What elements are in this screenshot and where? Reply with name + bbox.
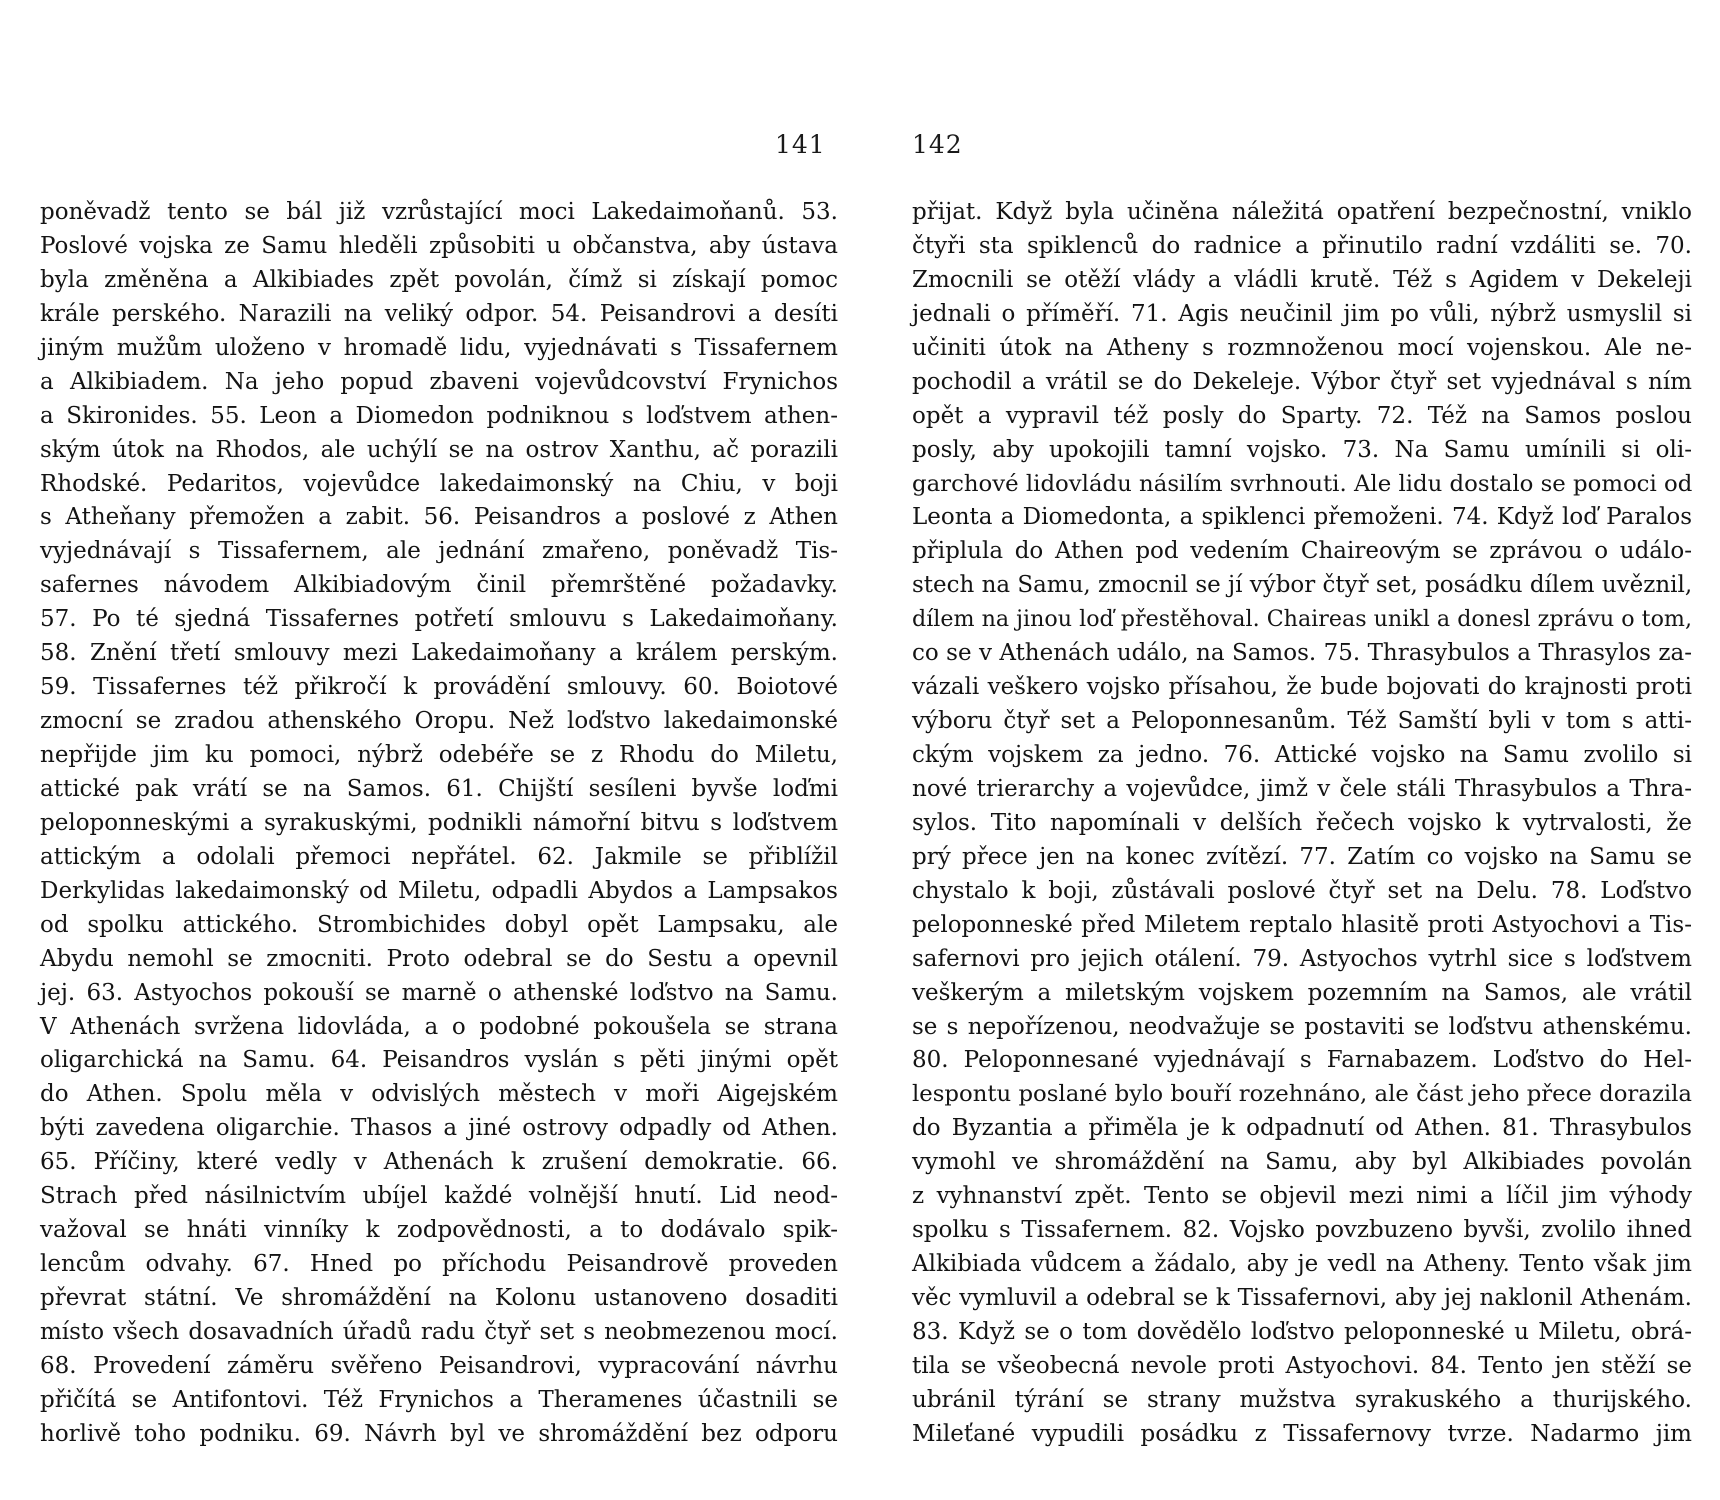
- right-page-text-line: věc vymluvil a odebral se k Tissafernovi, aby jej naklonil Athenám.: [912, 1285, 1692, 1311]
- left-page-text-line: od spolku attického. Strombichides dobyl opět Lampsaku, ale: [40, 911, 838, 938]
- left-page-text-line: byla změněna a Alkibiades zpět povolán, čímž si získají pomoc: [40, 266, 838, 293]
- right-page-text-line: pochodil a vrátil se do Dekeleje. Výbor čtyř set vyjednával s ním: [912, 368, 1692, 395]
- right-page-text-line: sylos. Tito napomínali v delších řečech vojsko k vytrvalosti, že: [912, 809, 1692, 836]
- right-page-text-line: Milеťané vypudili posádku z Tissafernovy tvrze. Nadarmo jim: [912, 1420, 1692, 1447]
- right-page-text-line: přijat. Když byla učiněna náležitá opatření bezpečnostní, vniklo: [912, 199, 1692, 225]
- right-page-text-line: připlula do Athen pod vedením Chaireovým se zprávou o událo-: [912, 538, 1692, 565]
- left-page-text-line: jiným mužům uloženo v hromadě lidu, vyjednávati s Tissafernem: [40, 334, 838, 361]
- left-page-text-line: safernes návodem Alkibiadovým činil přemrštěné požadavky.: [40, 572, 838, 599]
- right-page-text-line: peloponneské před Miletem reptalo hlasitě proti Astyochovi a Tis-: [912, 911, 1692, 938]
- left-page-text-line: attickým a odolali přemoci nepřátel. 62. Jakmile se přiblížil: [40, 843, 838, 870]
- right-page-text-line: prý přece jen na konec zvítězí. 77. Zatím co vojsko na Samu se: [912, 843, 1692, 870]
- right-page-text-line: do Byzantia a přiměla je k odpadnutí od Athen. 81. Thrasybulos: [912, 1115, 1692, 1142]
- left-page-text-line: 65. Příčiny, které vedly v Athenách k zrušení demokratie. 66.: [40, 1149, 838, 1176]
- left-page-text-line: V Athenách svržena lidovláda, a o podobné pokoušela se strana: [40, 1013, 838, 1040]
- right-page-text-line: jednali o příměří. 71. Agis neučinil jim po vůli, nýbrž usmyslil si: [912, 300, 1692, 327]
- right-page-text-line: vázali veškero vojsko přísahou, že bude bojovati do krajnosti proti: [912, 674, 1692, 701]
- left-page-text-line: zmocní se zradou athenského Oropu. Než loďstvo lakedaimonské: [40, 708, 838, 735]
- right-page-text-line: Alkibiada vůdcem a žádalo, aby je vedl na Atheny. Tento však jim: [912, 1251, 1692, 1278]
- right-page-text-line: Leonta a Diomedonta, a spiklenci přemoženi. 74. Když loď Paralos: [912, 504, 1692, 531]
- right-page-text-line: 83. Když se o tom dovědělo loďstvo peloponneské u Miletu, obrá-: [912, 1318, 1692, 1345]
- right-page-text-line: spolku s Tissafernem. 82. Vojsko povzbuzeno byvši, zvolilo ihned: [912, 1217, 1692, 1244]
- left-page-text-line: 68. Provedení záměru svěřeno Peisandrovi, vypracování návrhu: [40, 1352, 838, 1379]
- left-page-text-line: oligarchická na Samu. 64. Peisandros vyslán s pěti jinými opět: [40, 1047, 838, 1074]
- left-page-text-line: Derkylidas lakedaimonský od Miletu, odpadli Abydos a Lampsakos: [40, 877, 838, 904]
- right-page-text-line: vymohl ve shromáždění na Samu, aby byl Alkibiades povolán: [912, 1149, 1692, 1176]
- left-page-text-line: přičítá se Antifontovi. Též Frynichos a Theramenes účastnili se: [40, 1386, 838, 1413]
- left-page-text-line: horlivě toho podniku. 69. Návrh byl ve shromáždění bez odporu: [40, 1420, 838, 1447]
- right-page-number: 142: [912, 130, 963, 159]
- right-page-text-line: chystalo k boji, zůstávali poslové čtyř set na Delu. 78. Loďstvo: [912, 877, 1692, 904]
- left-page-text-line: poněvadž tento se bál již vzrůstající moci Lakedaimoňanů. 53.: [40, 199, 838, 225]
- left-page-text-line: jej. 63. Astyochos pokouší se marně o athenské loďstvo na Samu.: [40, 979, 838, 1006]
- left-page-text-line: a Skironides. 55. Leon a Diomedon podniknou s loďstvem athen-: [40, 402, 838, 429]
- left-page-text-line: attické pak vrátí se na Samos. 61. Chijští sesíleni byvše loďmi: [40, 775, 838, 802]
- right-page-text-line: výboru čtyř set a Peloponnesanům. Též Samští byli v tom s atti-: [912, 708, 1692, 735]
- right-page-text: [912, 196, 1692, 1452]
- left-page-text-line: a Alkibiadem. Na jeho popud zbaveni vojevůdcovství Frynichos: [40, 368, 838, 395]
- left-page-text-line: býti zavedena oligarchie. Thasos a jiné ostrovy odpadly od Athen.: [40, 1115, 838, 1142]
- left-page-text-line: 57. Po té sjedná Tissafernes potřetí smlouvu s Lakedaimoňany.: [40, 606, 838, 633]
- left-page-text-line: Poslové vojska ze Samu hleděli způsobiti u občanstva, aby ústava: [40, 232, 838, 259]
- right-page-text-line: čtyři sta spiklenců do radnice a přinutilo radní vzdáliti se. 70.: [912, 232, 1692, 259]
- left-page-text-line: vyjednávají s Tissafernem, ale jednání zmařeno, poněvadž Tis-: [40, 538, 838, 565]
- left-page-text-line: s Atheňany přemožen a zabit. 56. Peisandros a poslové z Athen: [40, 504, 838, 531]
- right-page-text-line: co se v Athenách událo, na Samos. 75. Thrasybulos a Thrasylos za-: [912, 640, 1692, 667]
- right-page-text-line: tila se všeobecná nevole proti Astyochovi. 84. Tento jen stěží se: [912, 1352, 1692, 1379]
- left-page-text-line: do Athen. Spolu měla v odvislých městech v moři Aigejském: [40, 1081, 838, 1108]
- right-page-text-line: posly, aby upokojili tamní vojsko. 73. Na Samu umínili si oli-: [912, 436, 1692, 463]
- left-page-text-line: Abydu nemohl se zmocniti. Proto odebral se do Sestu a opevnil: [40, 945, 838, 972]
- left-page-text-line: převrat státní. Ve shromáždění na Kolonu ustanoveno dosaditi: [40, 1285, 838, 1311]
- left-page-text-line: 59. Tissafernes též přikročí k provádění smlouvy. 60. Boiotové: [40, 674, 838, 701]
- left-page-text: [40, 196, 838, 1452]
- left-page-text-line: krále perského. Narazili na veliký odpor. 54. Peisandrovi a desíti: [40, 300, 838, 327]
- right-page-text-line: učiniti útok na Atheny s rozmnoženou mocí vojenskou. Ale ne-: [912, 334, 1692, 361]
- right-page-text-line: nové trierarchy a vojevůdce, jimž v čele stáli Thrasybulos a Thra-: [912, 775, 1692, 802]
- right-page-text-line: safernovi pro jejich otálení. 79. Astyochos vytrhl sice s loďstvem: [912, 945, 1692, 972]
- right-page-text-line: 80. Peloponnesané vyjednávají s Farnabazem. Loďstvo do Hel-: [912, 1047, 1692, 1074]
- right-page-text-line: lespontu poslané bylo bouří rozehnáno, ale část jeho přece dorazila: [912, 1081, 1692, 1108]
- left-page-text-line: Rhodské. Pedaritos, vojevůdce lakedaimonský na Chiu, v boji: [40, 470, 838, 497]
- left-page-text-line: 58. Znění třetí smlouvy mezi Lakedaimoňany a králem perským.: [40, 640, 838, 667]
- right-page-text-line: stech na Samu, zmocnil se jí výbor čtyř set, posádku dílem uvěznil,: [912, 572, 1693, 599]
- left-page-text-line: Strach před násilnictvím ubíjel každé volnější hnutí. Lid neod-: [40, 1183, 838, 1210]
- right-page-text-line: ubránil týrání se strany mužstva syrakuského a thurijského.: [912, 1386, 1692, 1413]
- right-page-text-line: z vyhnanství zpět. Tento se objevil mezi nimi a líčil jim výhody: [912, 1183, 1692, 1210]
- right-page-text-line: se s nepořízenou, neodvažuje se postaviti se loďstvu athenskému.: [912, 1013, 1692, 1040]
- left-page-text-line: místo všech dosavadních úřadů radu čtyř set s neobmezenou mocí.: [40, 1318, 838, 1345]
- right-page-text-line: garchové lidovládu násilím svrhnouti. Ale lidu dostalo se pomoci od: [912, 470, 1693, 497]
- left-page-text-line: lencům odvahy. 67. Hned po příchodu Peisandrově proveden: [40, 1251, 838, 1278]
- right-page-text-line: Zmocnili se otěží vlády a vládli krutě. Též s Agidem v Dekeleji: [912, 266, 1692, 293]
- right-page-text-line: dílem na jinou loď přestěhoval. Chaireas unikl a donesl zprávu o tom,: [912, 606, 1692, 633]
- right-page-text-line: ckým vojskem za jedno. 76. Attické vojsko na Samu zvolilo si: [912, 742, 1692, 768]
- left-page-text-line: peloponneskými a syrakuskými, podnikli námořní bitvu s loďstvem: [40, 809, 838, 836]
- right-page-text-line: opět a vypravil též posly do Sparty. 72. Též na Samos poslou: [912, 402, 1692, 429]
- left-page-text-line: nepřijde jim ku pomoci, nýbrž odebéře se z Rhodu do Miletu,: [40, 742, 838, 768]
- right-page-text-line: veškerým a miletským vojskem pozemním na Samos, ale vrátil: [912, 979, 1692, 1006]
- left-page-text-line: važoval se hnáti vinníky k zodpovědnosti, a to dodávalo spik-: [40, 1217, 838, 1244]
- left-page-text-line: ským útok na Rhodos, ale uchýlí se na ostrov Xanthu, ač porazili: [40, 436, 838, 463]
- left-page-number: 141: [775, 130, 826, 159]
